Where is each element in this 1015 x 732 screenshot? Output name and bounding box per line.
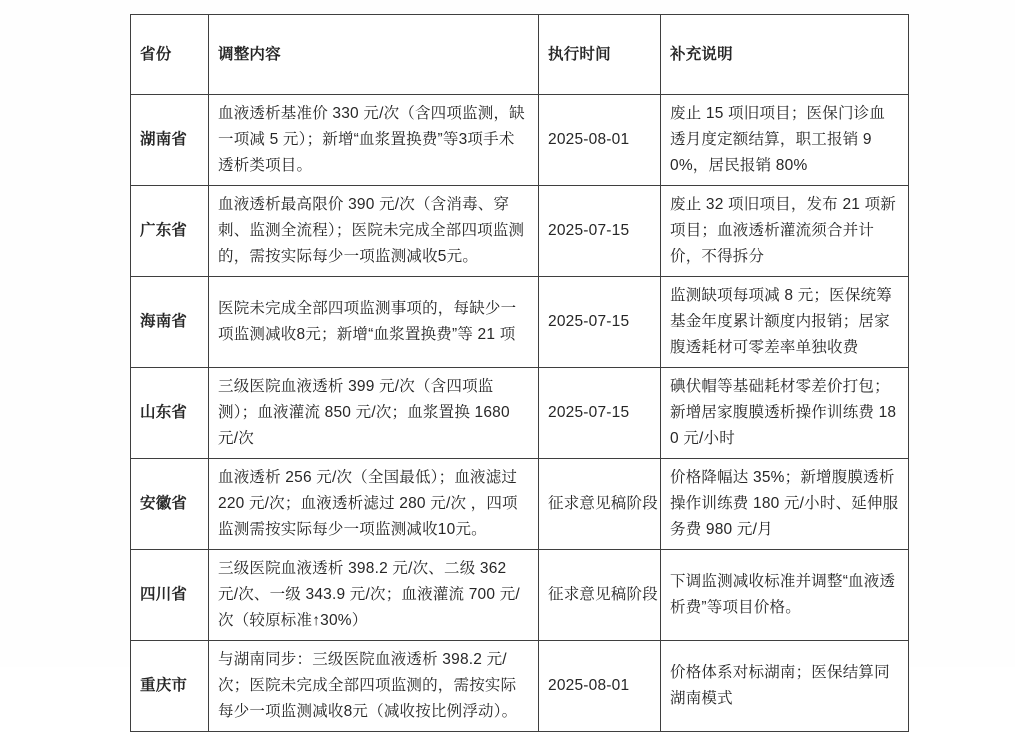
- cell-province: 广东省: [131, 186, 209, 277]
- cell-time: 2025-07-15: [539, 277, 661, 368]
- header-cell-content: 调整内容: [209, 15, 539, 95]
- cell-province: 四川省: [131, 550, 209, 641]
- cell-content: 血液透析基准价 330 元/次（含四项监测，缺一项减 5 元）；新增“血浆置换费”等3项手术透析类项目。: [209, 95, 539, 186]
- table-row-hainan: [131, 277, 909, 368]
- cell-content: 三级医院血液透析 399 元/次（含四项监测）；血液灌流 850 元/次；血浆置换 1680 元/次: [209, 368, 539, 459]
- table-row-sichuan: [131, 550, 909, 641]
- cell-notes: 下调监测减收标准并调整“血液透析费”等项目价格。: [661, 550, 909, 641]
- cell-content: 医院未完成全部四项监测事项的，每缺少一项监测减收8元；新增“血浆置换费”等 21 项: [209, 277, 539, 368]
- cell-content: 三级医院血液透析 398.2 元/次、二级 362 元/次、一级 343.9 元/次；血液灌流 700 元/次（较原标准↑30%）: [209, 550, 539, 641]
- cell-notes: 监测缺项每项减 8 元；医保统筹基金年度累计额度内报销；居家腹透耗材可零差率单独收费: [661, 277, 909, 368]
- table-row-hunan: [131, 95, 909, 186]
- table-row-chongqing: [131, 641, 909, 732]
- cell-content: 与湖南同步：三级医院血液透析 398.2 元/次；医院未完成全部四项监测的，需按实际每少一项监测减收8元（减收按比例浮动）。: [209, 641, 539, 732]
- table-row-guangdong: [131, 186, 909, 277]
- cell-notes: 废止 15 项旧项目；医保门诊血透月度定额结算，职工报销 90%，居民报销 80%: [661, 95, 909, 186]
- cell-notes: 价格体系对标湖南；医保结算同湖南模式: [661, 641, 909, 732]
- cell-time: 2025-07-15: [539, 368, 661, 459]
- cell-notes: 碘伏帽等基础耗材零差价打包；新增居家腹膜透析操作训练费 180 元/小时: [661, 368, 909, 459]
- cell-time: 2025-07-15: [539, 186, 661, 277]
- cell-province: 安徽省: [131, 459, 209, 550]
- header-row: [131, 15, 909, 95]
- cell-content: 血液透析 256 元/次（全国最低）；血液滤过 220 元/次；血液透析滤过 280 元/次 ，四项监测需按实际每少一项监测减收10元。: [209, 459, 539, 550]
- cell-province: 海南省: [131, 277, 209, 368]
- cell-province: 湖南省: [131, 95, 209, 186]
- table-row-shandong: [131, 368, 909, 459]
- table-row-anhui: [131, 459, 909, 550]
- cell-province: 山东省: [131, 368, 209, 459]
- header-cell-province: 省份: [131, 15, 209, 95]
- header-cell-notes: 补充说明: [661, 15, 909, 95]
- cell-time: 征求意见稿阶段: [539, 459, 661, 550]
- dialysis-price-adjustment-table: [130, 14, 909, 732]
- cell-time: 2025-08-01: [539, 95, 661, 186]
- header-cell-time: 执行时间: [539, 15, 661, 95]
- cell-notes: 废止 32 项旧项目，发布 21 项新项目；血液透析灌流须合并计价，不得拆分: [661, 186, 909, 277]
- cell-time: 征求意见稿阶段: [539, 550, 661, 641]
- cell-content: 血液透析最高限价 390 元/次（含消毒、穿刺、监测全流程）；医院未完成全部四项监测的，需按实际每少一项监测减收5元。: [209, 186, 539, 277]
- cell-province: 重庆市: [131, 641, 209, 732]
- cell-notes: 价格降幅达 35%；新增腹膜透析操作训练费 180 元/小时、延伸服务费 980 元/月: [661, 459, 909, 550]
- cell-time: 2025-08-01: [539, 641, 661, 732]
